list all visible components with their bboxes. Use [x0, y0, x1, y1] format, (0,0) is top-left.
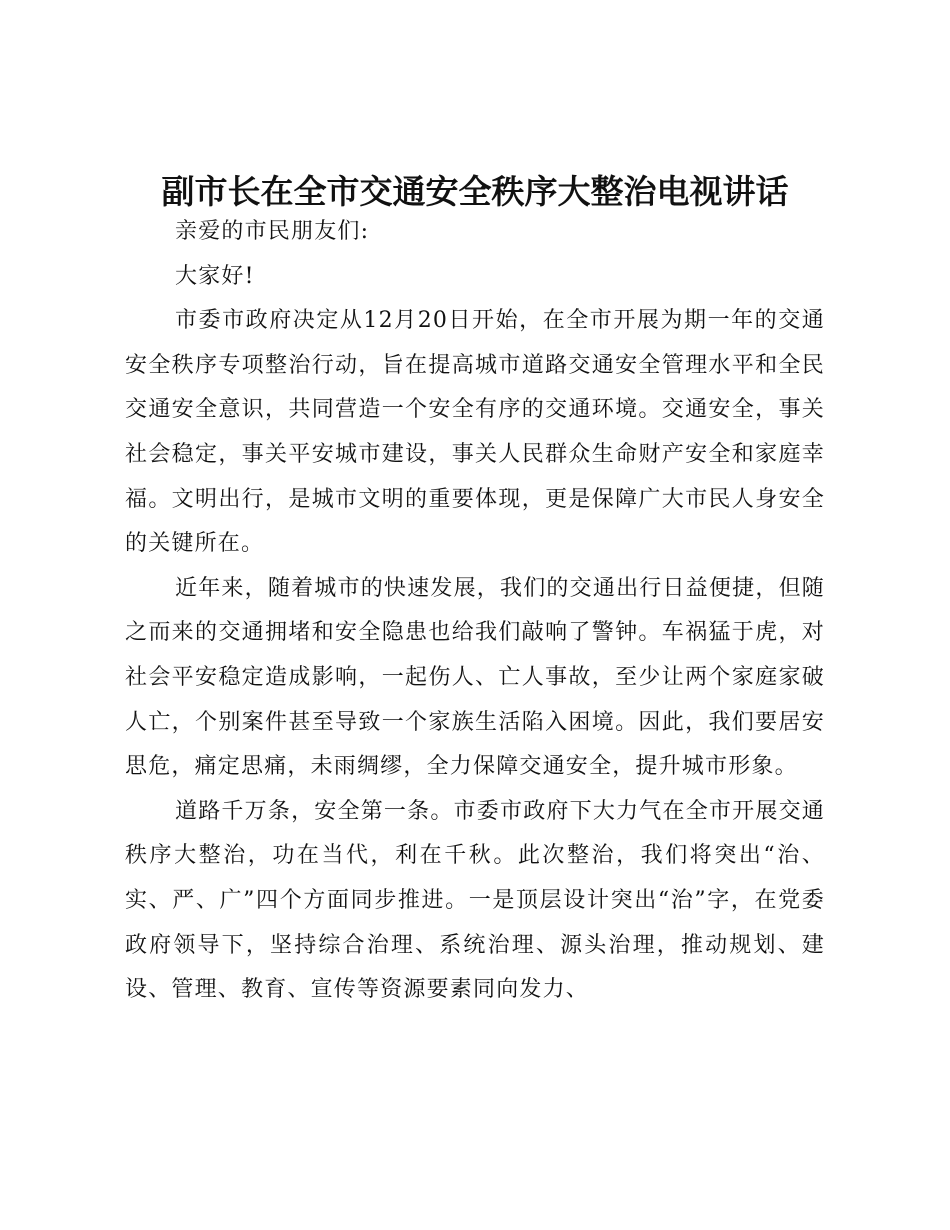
salutation-paragraph: 亲爱的市民朋友们:: [175, 219, 370, 244]
greeting-paragraph: 大家好!: [175, 263, 255, 289]
document-title: 副市长在全市交通安全秩序大整治电视讲话: [161, 172, 789, 211]
body-paragraph-2: 近年来，随着城市的快速发展，我们的交通出行日益便捷，但随之而来的交通拥堵和安全隐患也给我们敲响了警钟。车祸猛于虎，对社会平安稳定造成影响，一起伤人、亡人事故，至少让两个家庭家破人亡，个别案件甚至导致一个家族生活陷入困境。因此，我们要居安思危，痛定思痛，未雨绸缪，全力保障交通安全，提升城市形象。: [125, 575, 825, 780]
body-paragraph-3: 道路千万条，安全第一条。市委市政府下大力气在全市开展交通秩序大整治，功在当代，利在千秋。此次整治，我们将突出“治、实、严、广”四个方面同步推进。一是顶层设计突出“治”字，在党委政府领导下，坚持综合治理、系统治理、源头治理，推动规划、建设、管理、教育、宣传等资源要素同向发力、: [125, 798, 825, 1003]
body-paragraph-1: 市委市政府决定从12月20日开始，在全市开展为期一年的交通安全秩序专项整治行动，旨在提高城市道路交通安全管理水平和全民交通安全意识，共同营造一个安全有序的交通环境。交通安全，事关社会稳定，事关平安城市建设，事关人民群众生命财产安全和家庭幸福。文明出行，是城市文明的重要体现，更是保障广大市民人身安全的关键所在。: [125, 308, 825, 557]
document-body: [125, 210, 825, 1013]
